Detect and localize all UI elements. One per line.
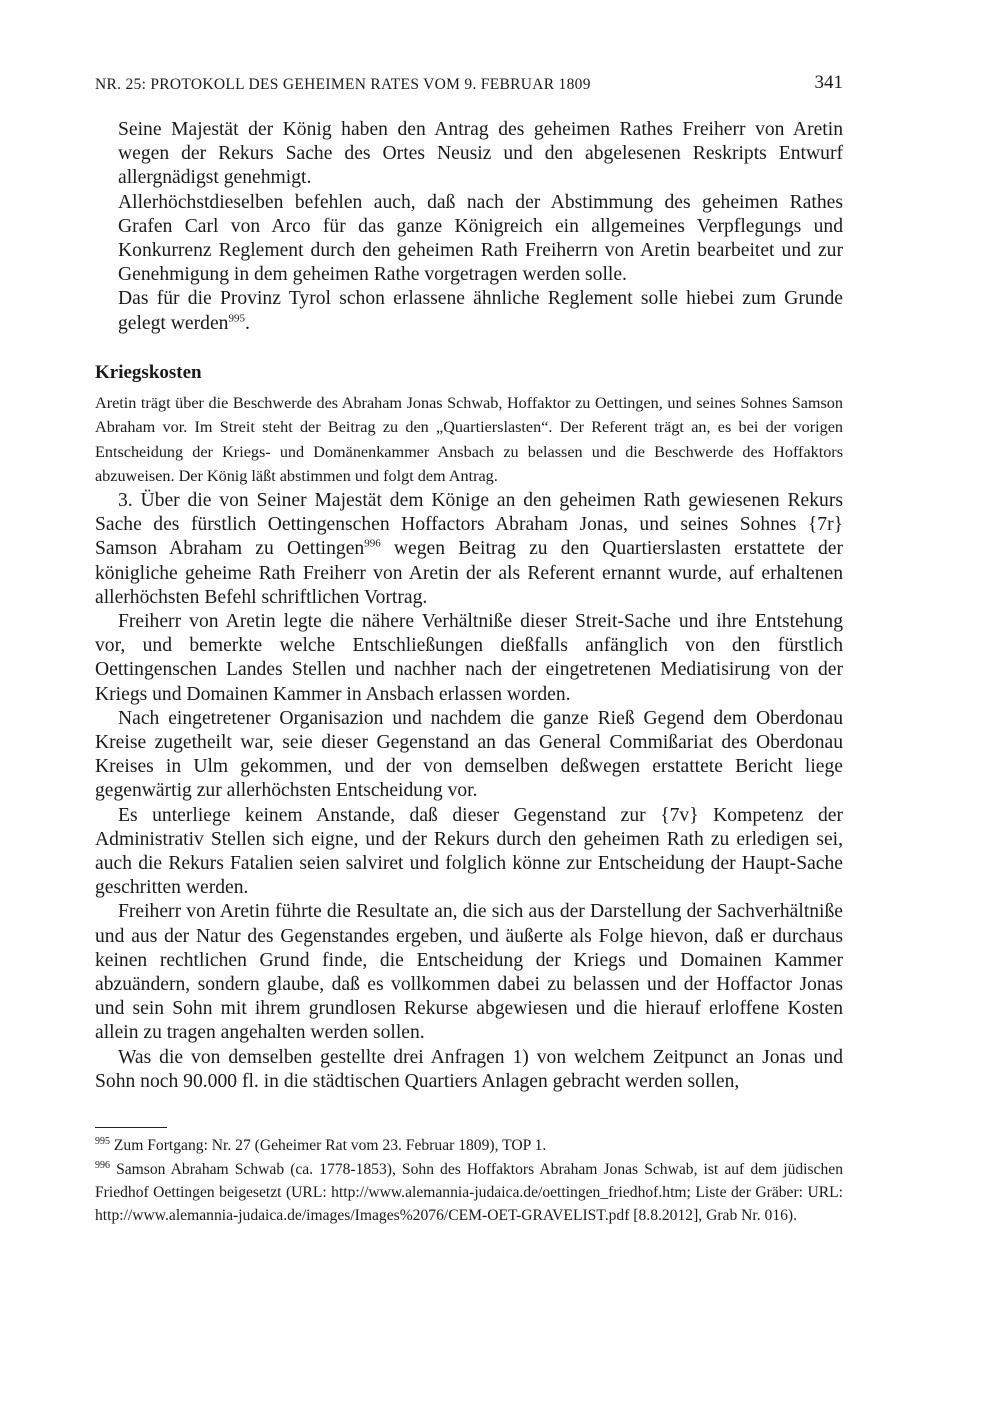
page-number: 341 [814,72,843,93]
footnote-ref-995[interactable]: 995 [228,312,245,325]
body-paragraph-1 [95,489,843,610]
body-paragraph-4: Es unterliege keinem Anstande, daß dieser Gegenstand zur {7v} Kompetenz der Administrativ Stellen sich eigne, und der Rekurs durch den geheimen Rath zu erledigen sei, auch die Rekurs Fatalien seien salviret und folglich könne zur Entscheidung der Haupt-Sache geschritten werden. [95,804,843,899]
body-paragraph-2: Freiherr von Aretin legte die nähere Verhältniße dieser Streit-Sache und ihre Entstehung vor, und bemerkte welche Entschließungen dießfalls anfänglich von den fürstlich Oettingenschen Landes Stellen und nachher nach der eingetretenen Mediatisirung von der Kriegs und Domainen Kammer in Ansbach erlassen worden. [95,611,843,705]
intro-paragraph-3-end: . [244,312,250,334]
footnote-ref-996[interactable]: 996 [364,537,381,550]
footnote-text: Zum Fortgang: Nr. 27 (Geheimer Rat vom 23. Februar 1809), TOP 1. [113,1137,547,1154]
body-paragraph-5: Freiherr von Aretin führte die Resultate an, die sich aus der Darstellung der Sachverhältniße und aus der Natur des Gegenstandes ergeben, und äußerte als Folge hievon, daß er durchaus keinen rechtlichen Grund finde, die Entscheidung der Kriegs und Domainen Kammer abzuändern, sondern glaube, daß es vollkommen dabei zu belassen und der Hoffactor Jonas und sein Sohn mit ihrem grundlosen Rekurse abgewiesen und die hierauf erloffene Kosten allein zu tragen angehalten werden sollen. [95,901,843,1044]
intro-section [95,118,843,336]
body-paragraph-6: Was die von demselben gestellte drei Anfragen 1) von welchem Zeitpunct an Jonas und Sohn noch 90.000 fl. in die städtischen Quartiers Anlagen gebracht werden sollen, [95,1046,843,1092]
body-paragraph-1-a: 3. Über die von Seiner Majestät dem Könige an den geheimen Rath gewiesenen Rekurs Sache des fürstlich Oettingenschen Hoffactors Abraham Jonas, und seines Sohnes {7r} Samson Abraham zu Oettingen [95,490,843,560]
section-summary [95,391,843,488]
footnote-text: Samson Abraham Schwab (ca. 1778-1853), Sohn des Hoffaktors Abraham Jonas Schwab, ist auf dem jüdischen Friedhof Oettingen beigesetzt (URL: http://www.alemannia-judaica.de/oettingen_friedhof.htm; Liste der Gräber: URL: http://www.alemannia-judaica.de/images/Images%2076/CEM-OET-GRAVELIST.pdf [8.8.2012], Grab Nr. 016). [95,1161,843,1224]
intro-paragraph-3 [118,287,843,335]
summary-text: Aretin trägt über die Beschwerde des Abraham Jonas Schwab, Hoffaktor zu Oettingen, und seines Sohnes Samson Abraham vor. Im Streit steht der Beitrag zu den „Quartierslasten“. Der Referent trägt an, es bei der vorigen Entscheidung der Kriegs- und Domänenkammer Ansbach zu belassen und die Beschwerde des Hoffaktors abzuweisen. Der König läßt abstimmen und folgt dem Antrag. [95,394,843,485]
footnotes [95,1134,843,1228]
footnote-995 [95,1134,843,1157]
footnote-separator [95,1127,167,1128]
footnote-number: 995 [95,1135,110,1147]
intro-paragraph-2: Allerhöchstdieselben befehlen auch, daß nach der Abstimmung des geheimen Rathes Grafen Carl von Arco für das ganze Königreich ein allgemeines Verpflegungs und Konkurrenz Reglement durch den geheimen Rath Freiherrn von Aretin bearbeitet und zur Genehmigung in dem geheimen Rathe vorgetragen werden solle. [118,191,843,286]
footnote-number: 996 [95,1159,110,1171]
intro-paragraph-3-text: Das für die Provinz Tyrol schon erlassene ähnliche Reglement solle hiebei zum Grunde gelegt werden [118,288,843,334]
intro-paragraph-1: Seine Majestät der König haben den Antrag des geheimen Rathes Freiherr von Aretin wegen der Rekurs Sache des Ortes Neusiz und den abgelesenen Reskripts Entwurf allergnädigst genehmigt. [118,119,843,189]
running-head: NR. 25: PROTOKOLL DES GEHEIMEN RATES VOM 9. FEBRUAR 1809 [95,76,591,93]
page-header [95,72,843,102]
footnote-996 [95,1158,843,1227]
body-paragraph-1-b: wegen Beitrag zu den Quartierslasten erstattete der königliche geheime Rath Freiherr von Aretin der als Referent ernannt wurde, auf erhaltenen allerhöchsten Befehl schriftlichen Vortrag. [95,538,843,608]
body-paragraph-3: Nach eingetretener Organisazion und nachdem die ganze Rieß Gegend dem Oberdonau Kreise zugetheilt war, seie dieser Gegenstand an das General Commißariat des Oberdonau Kreises in Ulm gekommen, und der von demselben deßwegen erstattete Bericht liege gegenwärtig zur allerhöchsten Entscheidung vor. [95,707,843,802]
body-text [95,489,843,1094]
section-heading: Kriegskosten [95,362,202,383]
